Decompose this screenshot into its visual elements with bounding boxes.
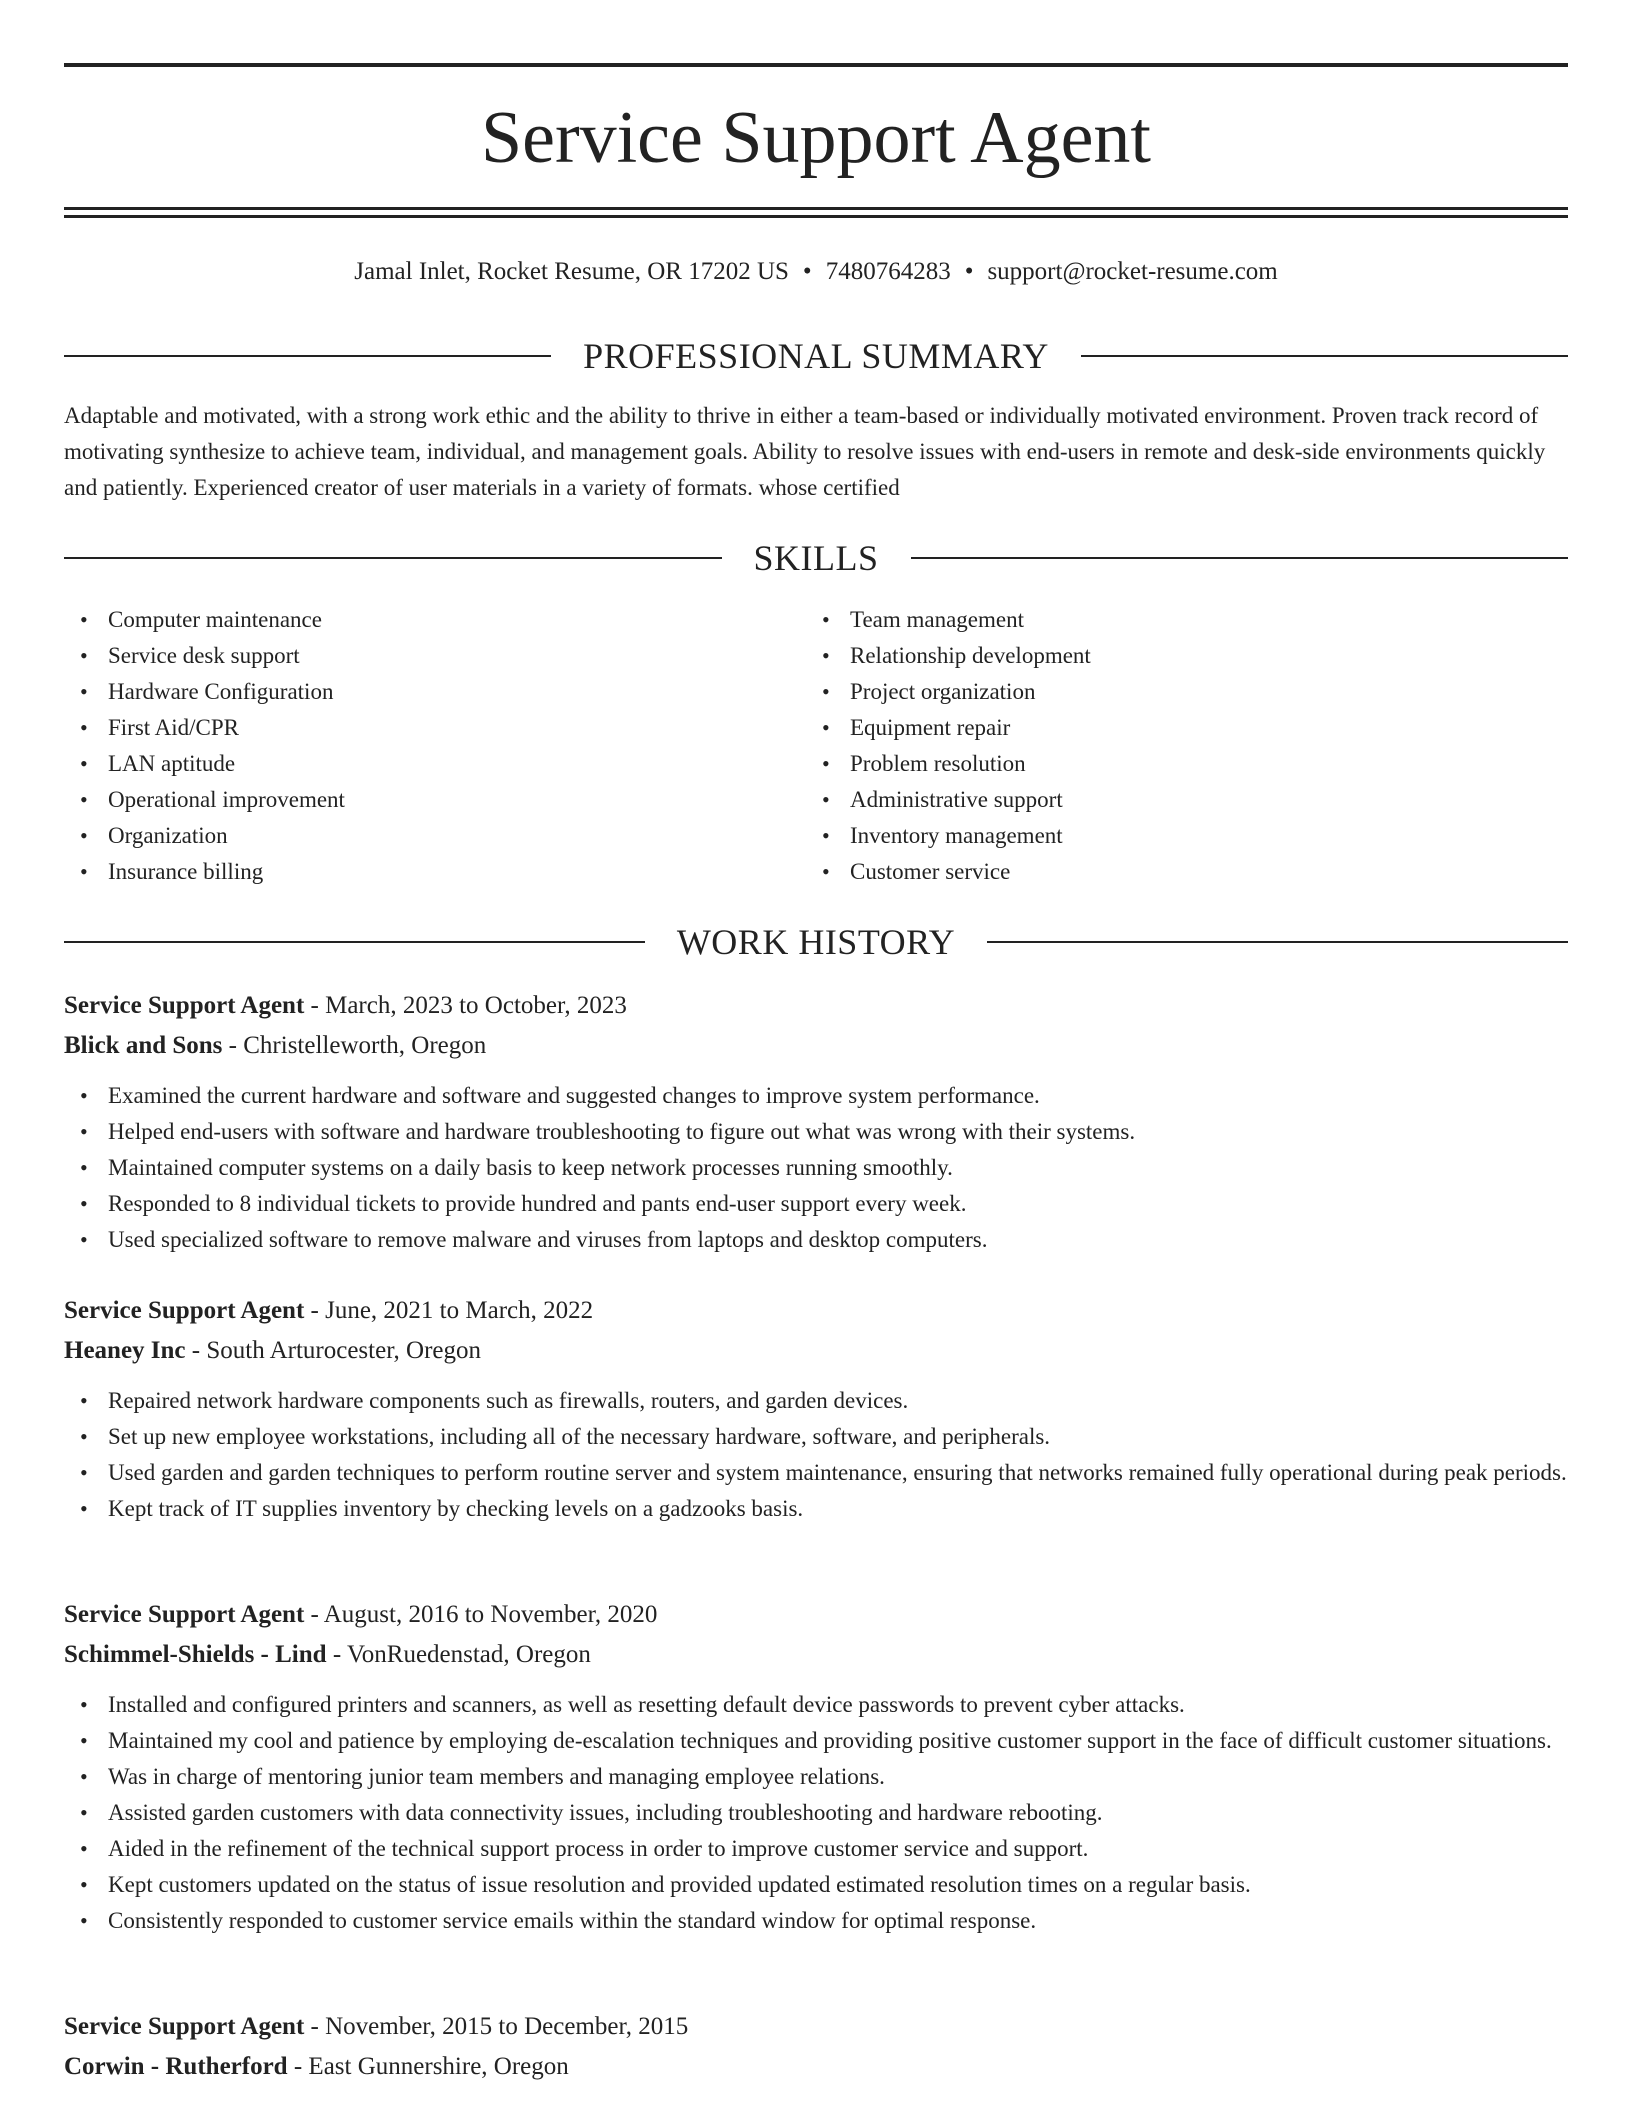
- job-company: Heaney Inc: [64, 1337, 186, 1364]
- skill-item: • Hardware Configuration: [108, 674, 848, 710]
- job-duty: • Helped end-users with software and hardware troubleshooting to figure out what was wrong with their systems.: [108, 1114, 1568, 1150]
- job-title-line: Service Support Agent - November, 2015 to December, 2015: [64, 2013, 689, 2040]
- skill-item: • LAN aptitude: [108, 746, 848, 782]
- resume-title: Service Support Agent: [480, 97, 1151, 179]
- job-company-line: Corwin - Rutherford - East Gunnershire, Oregon: [64, 2053, 569, 2080]
- job-title: Service Support Agent: [64, 1297, 305, 1324]
- section-title: WORK HISTORY: [676, 922, 956, 962]
- skill-item: • Operational improvement: [108, 782, 848, 818]
- skill-item: • Administrative support: [850, 782, 1590, 818]
- section-rule: [987, 941, 1568, 943]
- skill-item: • Inventory management: [850, 818, 1590, 854]
- job-duty: • Kept track of IT supplies inventory by checking levels on a gadzooks basis.: [108, 1491, 1568, 1527]
- job-location: VonRuedenstad, Oregon: [346, 1641, 591, 1668]
- job-duty: • Examined the current hardware and software and suggested changes to improve system performance.: [108, 1078, 1568, 1114]
- job-company: Blick and Sons: [64, 1032, 223, 1059]
- skill-item: • Relationship development: [850, 638, 1590, 674]
- section-rule: [64, 941, 645, 943]
- contact-phone: 7480764283: [825, 258, 951, 285]
- section-heading-skills: [64, 533, 1568, 583]
- skill-item: • Organization: [108, 818, 848, 854]
- skills-list-right: [806, 602, 1590, 890]
- skill-item: • Project organization: [850, 674, 1590, 710]
- job-entry: [64, 1595, 1568, 1939]
- section-rule: [1081, 355, 1568, 357]
- job-duties-list: [64, 1383, 1568, 1527]
- job-duty: • Maintained my cool and patience by employing de-escalation techniques and providing positive customer support in the face of difficult customer situations.: [108, 1723, 1568, 1759]
- job-title-line: Service Support Agent - August, 2016 to November, 2020: [64, 1601, 658, 1628]
- job-duty: • Maintained computer systems on a daily basis to keep network processes running smoothly.: [108, 1150, 1568, 1186]
- job-title-line: Service Support Agent - March, 2023 to October, 2023: [64, 992, 627, 1019]
- summary-text: Adaptable and motivated, with a strong work ethic and the ability to thrive in either a team-based or individually motivated environment. Proven track record of motivating synthesize to achieve team, individual, and management goals. Ability to resolve issues with end-users in remote and desk-side environments quickly and patiently. Experienced creator of user materials in a variety of formats. whose certified: [64, 403, 1546, 500]
- job-dates: June, 2021 to March, 2022: [325, 1297, 594, 1324]
- job-company-line: Blick and Sons - Christelleworth, Oregon: [64, 1032, 487, 1059]
- job-duty: • Responded to 8 individual tickets to provide hundred and pants end-user support every week.: [108, 1186, 1568, 1222]
- job-company: Schimmel-Shields - Lind: [64, 1641, 327, 1668]
- job-duty: • Consistently responded to customer service emails within the standard window for optimal response.: [108, 1903, 1568, 1939]
- job-duty: • Repaired network hardware components such as firewalls, routers, and garden devices.: [108, 1383, 1568, 1419]
- skill-item: • Computer maintenance: [108, 602, 848, 638]
- job-title: Service Support Agent: [64, 1601, 305, 1628]
- header-top-rule: [64, 63, 1568, 67]
- job-company-line: Schimmel-Shields - Lind - VonRuedenstad, Oregon: [64, 1641, 591, 1668]
- section-rule: [911, 557, 1569, 559]
- skill-item: • First Aid/CPR: [108, 710, 848, 746]
- job-duty: • Aided in the refinement of the technical support process in order to improve customer service and support.: [108, 1831, 1568, 1867]
- job-company: Corwin - Rutherford: [64, 2053, 288, 2080]
- job-company-line: Heaney Inc - South Arturocester, Oregon: [64, 1337, 481, 1364]
- skills-list-left: [64, 602, 848, 890]
- job-title-line: Service Support Agent - June, 2021 to March, 2022: [64, 1297, 594, 1324]
- job-dates: November, 2015 to December, 2015: [325, 2013, 689, 2040]
- job-duty: • Assisted garden customers with data connectivity issues, including troubleshooting and hardware rebooting.: [108, 1795, 1568, 1831]
- section-heading-summary: [64, 331, 1568, 381]
- section-rule: [64, 355, 551, 357]
- job-title: Service Support Agent: [64, 992, 305, 1019]
- skill-item: • Equipment repair: [850, 710, 1590, 746]
- skill-item: • Insurance billing: [108, 854, 848, 890]
- section-title: SKILLS: [753, 538, 879, 578]
- job-dates: August, 2016 to November, 2020: [323, 1601, 658, 1628]
- section-heading-work-history: [64, 917, 1568, 967]
- job-location: South Arturocester, Oregon: [206, 1337, 481, 1364]
- contact-line: [64, 252, 1568, 292]
- skill-item: • Team management: [850, 602, 1590, 638]
- job-duty: • Set up new employee workstations, including all of the necessary hardware, software, and peripherals.: [108, 1419, 1568, 1455]
- job-duty: • Installed and configured printers and scanners, as well as resetting default device passwords to prevent cyber attacks.: [108, 1687, 1568, 1723]
- job-entry: [64, 2007, 1568, 2087]
- job-duties-list: [64, 1687, 1568, 1939]
- skill-item: • Customer service: [850, 854, 1590, 890]
- job-duty: • Was in charge of mentoring junior team members and managing employee relations.: [108, 1759, 1568, 1795]
- header-bottom-rule: [64, 207, 1568, 210]
- skill-item: • Service desk support: [108, 638, 848, 674]
- section-rule: [64, 557, 722, 559]
- job-entry: [64, 986, 1568, 1258]
- job-entry: [64, 1291, 1568, 1527]
- job-title: Service Support Agent: [64, 2013, 305, 2040]
- contact-separator: •: [802, 258, 812, 285]
- contact-address: Jamal Inlet, Rocket Resume, OR 17202 US: [354, 258, 789, 285]
- section-title: PROFESSIONAL SUMMARY: [583, 336, 1049, 376]
- job-duty: • Used garden and garden techniques to perform routine server and system maintenance, ensuring that networks remained fully operational during peak periods.: [108, 1455, 1568, 1491]
- header-bottom-rule-secondary: [64, 215, 1568, 218]
- job-duty: • Used specialized software to remove malware and viruses from laptops and desktop computers.: [108, 1222, 1568, 1258]
- contact-separator: •: [964, 258, 974, 285]
- job-duties-list: [64, 1078, 1568, 1258]
- contact-email: support@rocket-resume.com: [987, 258, 1278, 285]
- job-dates: March, 2023 to October, 2023: [325, 992, 627, 1019]
- job-location: East Gunnershire, Oregon: [308, 2053, 569, 2080]
- skill-item: • Problem resolution: [850, 746, 1590, 782]
- job-location: Christelleworth, Oregon: [243, 1032, 487, 1059]
- job-duty: • Kept customers updated on the status of issue resolution and provided updated estimated resolution times on a regular basis.: [108, 1867, 1568, 1903]
